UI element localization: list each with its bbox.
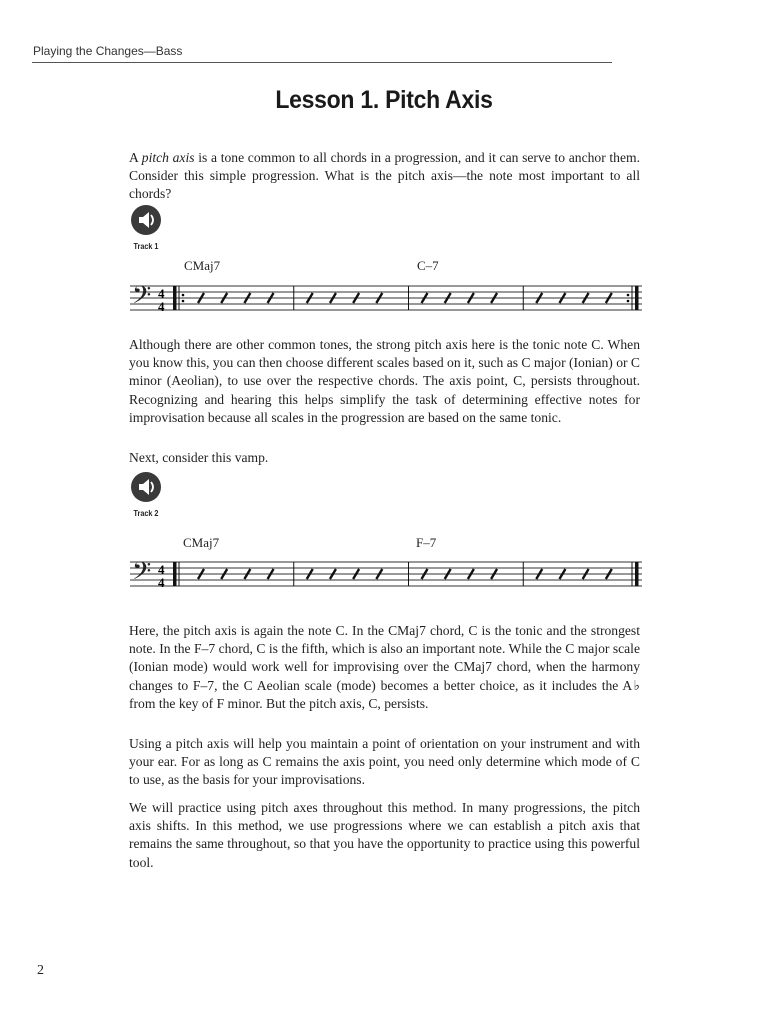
text: is a tone common to all chords in a progression, and it can serve to anchor them. Consider this simple progression. What is the pitch axis—the note most important to all chords? [129,150,640,202]
page-title: Lesson 1. Pitch Axis [275,86,493,114]
time-signature-top: 4 [158,562,165,577]
text: Using a pitch axis will help you maintain a point of orientation on your instrument and with your ear. For as long as C remains the axis point, you need only determine which mode of C to use, as the basis for your improvisations. [129,736,640,788]
paragraph [129,735,640,790]
start-bar [173,286,177,310]
paragraph [129,622,640,713]
bass-clef: 𝄢 [132,281,152,316]
chord-symbol: CMaj7 [184,258,221,273]
repeat-dot [182,300,185,303]
intro-paragraph [129,149,640,204]
text: Next, consider this vamp. [129,450,269,465]
final-bar [635,562,639,586]
text: A [129,150,142,165]
running-head: Playing the Changes—Bass [33,44,183,58]
time-signature-bottom: 4 [158,299,165,314]
emphasis: pitch axis [141,150,195,165]
text: Although there are other common tones, the strong pitch axis here is the tonic note C. When you know this, you can then choose different scales based on it, such as C major (Ionian) or C minor (Aeolian), to use over the respective chords. The axis point, C, persists throughout. Recognizing and hearing this helps simplify the task of determining effective notes for improvisation because all scales in the progression are based on the same tonic. [129,337,640,425]
track-1-audio[interactable] [129,205,163,251]
speaker-icon [131,472,161,502]
staff [128,280,644,320]
page-number: 2 [37,963,44,978]
paragraph [129,799,640,872]
final-bar [635,286,639,310]
chord-symbol: C–7 [417,258,439,273]
text: We will practice using pitch axes throughout this method. In many progressions, the pitch axis shifts. In this method, we use progressions where we can establish a pitch axis that remains the same throughout, so that you have the opportunity to practice using this powerful tool. [129,800,640,870]
track-label: Track 2 [133,508,159,518]
text: Here, the pitch axis is again the note C. In the CMaj7 chord, C is the tonic and the strongest note. In the F–7 chord, C is the fifth, which is also an important note. While the C major scale (Ionian mode) would work well for improvising over the CMaj7 chord, when the harmony changes to F–7, the C Aeolian scale (mode) becomes a better choice, as it includes the A♭ from the key of F minor. But the pitch axis, C, persists. [129,623,640,711]
start-bar [173,562,177,586]
paragraph [129,336,640,427]
track-2-audio[interactable] [129,472,163,518]
time-signature-top: 4 [158,286,165,301]
speaker-icon [131,205,161,235]
time-signature-bottom: 4 [158,575,165,590]
bass-clef: 𝄢 [132,557,152,592]
track-label: Track 1 [133,241,159,251]
repeat-dot [627,300,630,303]
chord-symbol: CMaj7 [183,535,220,550]
header-rule [32,62,612,63]
staff [128,556,644,596]
repeat-dot [182,294,185,297]
repeat-dot [627,294,630,297]
paragraph [129,449,640,467]
chord-symbol: F–7 [416,535,437,550]
